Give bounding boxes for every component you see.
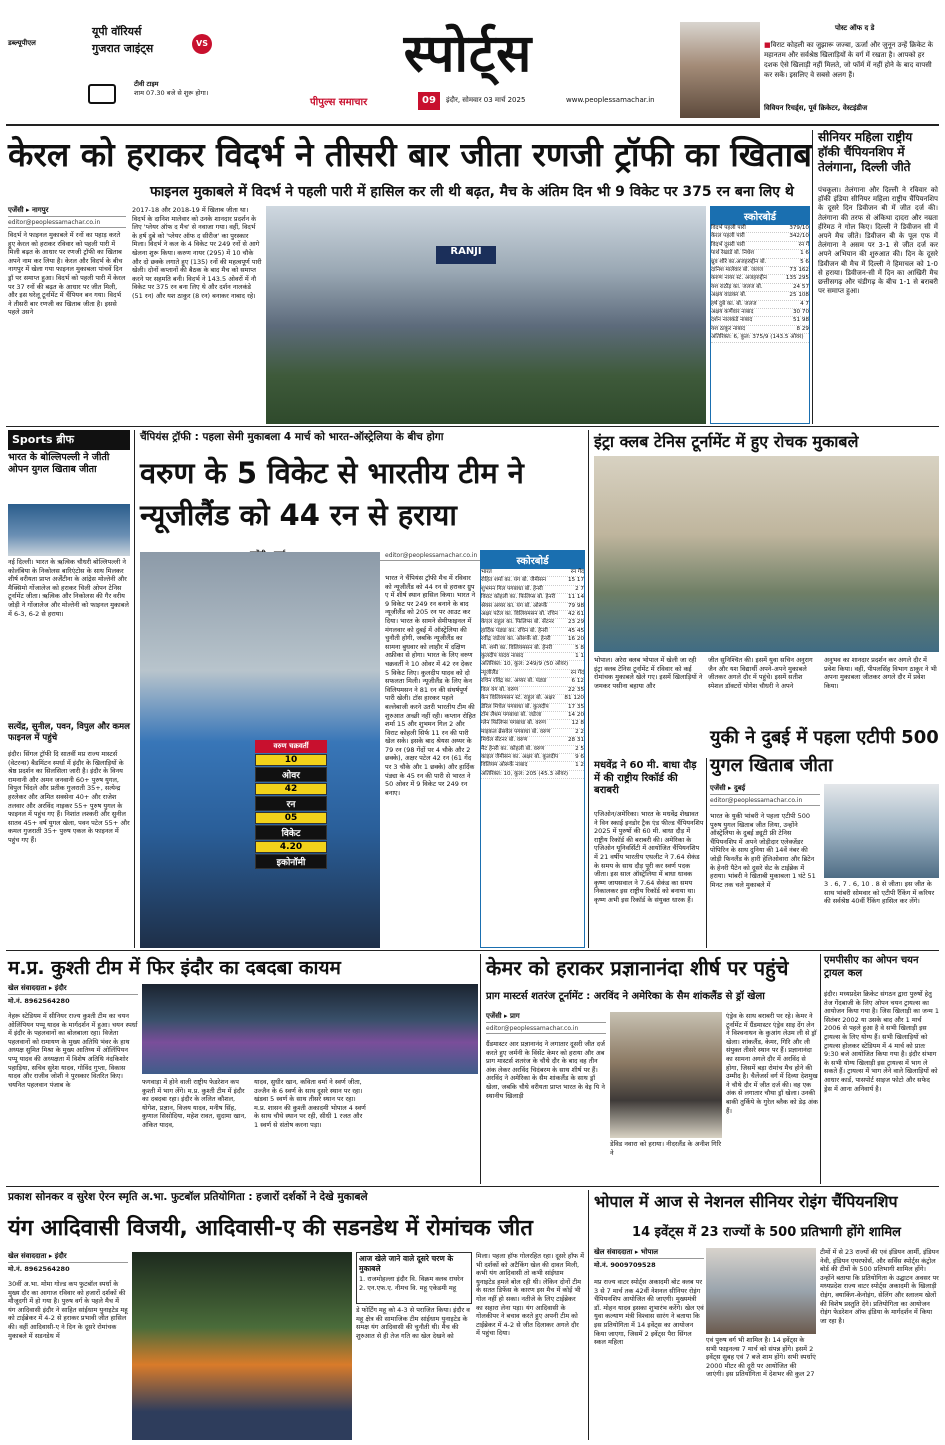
stat-label: ओवर	[255, 767, 327, 782]
scoreboard-player: काइल जैमीसन का. अक्षर बो. कुलदीप	[481, 753, 559, 760]
scoreboard-score: 12 8	[571, 720, 584, 727]
brief-body2: इंदौर। सिंगल ट्रॉफी दि सातवीं मप्र राज्य मास्टर्स (वेटरन्स) बैडमिंटन स्पर्धा में इंदौर के खिलाड़ियों के श्रेष्ठ प्रदर्शन का सिलसिला जारी है। इंदौर के विनय रामनानी और अमन जनवानी 60+ पुरुष युगल, विपुल चिंदले और प्रतीक गुजराती 35+, सत्येन्द्र हरलेकर और अमित सक्सेना 40+ और राजेश तलवार और अरविंद नाइकर 55+ पुरुष युगल के फाइनल में पहुंच गए हैं। निशांत लश्करी और सुनील सातव 45+ वर्ष युगल खेला, पवन पटेल 55+ और कमल गुजराती 35+ पुरुष एकल के फाइनल में पहुंच गए हैं।	[8, 750, 130, 844]
scoreboard-row	[481, 704, 584, 712]
scoreboard-player: अक्षय वाडकर बो.	[711, 292, 747, 299]
scoreboard-row	[481, 695, 584, 703]
scoreboard-player: अतिरिक्त: 10, कुल: 205 (45.3 ओवर)	[481, 770, 569, 777]
scoreboard-player: यश ठाकुर नाबाद	[711, 325, 746, 332]
scoreboard-row	[481, 737, 584, 745]
section-rule	[6, 1186, 939, 1187]
scoreboard-player: रवींद्र जडेजा का. ओरूर्के बो. हेनरी	[481, 636, 551, 643]
rowing-body3: टीमों में से 23 राज्यों की एवं इंडियन आर्मी, इंडियन नेवी, इंडियन एयरफोर्स, और सर्विस स्पोर्ट्स कंट्रोल बोर्ड की टीमों के 500 प्रतिभागी शामिल होंगे। उन्होंने बताया कि प्रतियोगिता के उद्घाटन अवसर पर मध्यप्रदेश राज्य वाटर स्पोर्ट्स अकादमी के खिलाड़ी रोइंग, क्याकिंग-केनोइंग, सेलिंग और स्लालम खेलों की विशेष प्रस्तुति देंगे। प्रतियोगिता का आयोजन रोइंग फेडरेशन ऑफ इंडिया के मार्गदर्शन में किया जा रहा है।	[820, 1248, 939, 1325]
scoreboard-row	[711, 259, 809, 267]
madhvendra-headline: मधवेंद्र ने 60 मी. बाधा दौड़ में की राष्ट्रीय रिकॉर्ड की बराबरी	[594, 760, 697, 796]
scoreboard-player: विदर्भ दूसरी पारी	[711, 241, 745, 248]
wrestling-body: नेहरू स्टेडियम में सीनियर राज्य कुश्ती टीम का चयन ओलिंपियन पप्पू यादव के मार्गदर्शन में हुआ। चयन स्पर्धा में इंदौर के पहलवानों का बोलबाला रहा। विजेता पहलवानों को रामायण के मुख्य अतिथि भंवर के हाथ अध्यक्ष सुमित मिश्रा के मुख्य आतिथ्य में ओलिंपियन पप्पू यादव की अध्यक्षता में विशेष अतिथि नंदकिशोर पहाड़िया, सचिव सुरेश यादव, गोविंद गुप्ता, विकास यादव और राजीव जोशी ने पुरस्कार वितरित किए। चयनित पहलवान पंजाब के	[8, 1012, 138, 1089]
scoreboard-player: माइकल ब्रेसवेल पगबाधा बो. वरुण	[481, 728, 551, 735]
football-photo	[132, 1252, 352, 1440]
col-rule	[706, 758, 707, 948]
scoreboard-row	[711, 301, 809, 309]
section-rule	[6, 950, 939, 951]
col-rule	[588, 430, 589, 948]
scoreboard-score: 28 31	[567, 737, 584, 744]
stat-value: 4.20	[255, 841, 327, 853]
football-body2: डे फोर्टिंग महू को 4-3 से पराजित किया। इंदौर व महू क्षेत्र की सामाजिक टीम सांईधाम युनाइटेड के समक्ष यंग आदिवासी की चुनौती थी। मैच की शुरुआत से ही तेज गति का खेल देखने को	[356, 1306, 470, 1340]
scoreboard-player: दानिश मालेवार बो. जलज	[711, 267, 764, 274]
scoreboard-player: मैट हेनरी का. कोहली बो. वरुण	[481, 745, 545, 752]
scoreboard-player: अतिरिक्त: 6, कुल: 375/9 (143.5 ओवर)	[711, 334, 804, 341]
col-rule	[812, 130, 813, 424]
scoreboard-player: केन विलियमसन स्टं. राहुल बो. अक्षर	[481, 695, 555, 702]
scoreboard-score: 2 5	[575, 745, 584, 752]
champions-headline: वरुण के 5 विकेट से भारतीय टीम ने न्यूजीलैंड को 44 रन से हराया	[140, 456, 524, 532]
page-number: 09	[418, 92, 440, 110]
scoreboard-score: 379/10	[789, 225, 809, 231]
scoreboard-score: 79 98	[567, 602, 584, 609]
hockey-headline: सीनियर महिला राष्ट्रीय हॉकी चैंपियनशिप में तेलंगाना, दिल्ली जीते	[818, 130, 913, 174]
brief-headline: भारत के बोल्लिपल्ली ने जीती ओपन युगल खिताब जीता	[8, 452, 110, 475]
scoreboard-row	[481, 678, 584, 686]
scoreboard-player: अतिरिक्त: 10, कुल: 249/9 (50 ओवर)	[481, 661, 569, 668]
yuki-caption: 3 . 6, 7 . 6, 10 . 8 से जीता। इस जीत के साथ भांबरी सोमवार को एटीपी रैंकिंग में करियर की सर्वश्रेष्ठ 40वीं रैंकिंग हासिल कर लेंगे।	[824, 880, 935, 906]
scoreboard-player: मिचेल सेंटनर बो. वरुण	[481, 737, 528, 744]
ranji-subhead: फाइनल मुकाबले में विदर्भ ने पहली पारी में हासिल कर ली थी बढ़त, मैच के अंतिम दिन भी 9 विकेट पर 375 रन बना लिए थे	[150, 184, 794, 200]
scoreboard-score: 1 2	[575, 762, 584, 769]
scoreboard-row	[481, 594, 584, 602]
fixture-1: 1. राजमोहल्ला इंदौर वि. विक्रम क्लब राघरेन	[359, 1275, 464, 1283]
ranji-team-photo: RANJI	[266, 206, 706, 424]
yuki-byline: एजेंसी ▸ दुबई editor@peoplessamachar.co.in	[710, 784, 820, 810]
champions-kicker: चैंपियंस ट्रॉफी : पहला सेमी मुकाबला 4 मार्च को भारत-ऑस्ट्रेलिया के बीच होगा	[140, 431, 444, 443]
vs-badge: VS	[192, 34, 212, 54]
scoreboard-player: कुलदीप यादव नाबाद	[481, 653, 524, 660]
mpca-body: इंदौर। मध्यप्रदेश क्रिकेट संगठन द्वारा पुरुषों हेतु तेज गेंदबाजी के लिए ओपन चयन ट्रायल्स का आयोजन किया गया है। जिस खिलाड़ी का जन्म 1 सितंबर 2002 या उसके बाद और 1 मार्च 2006 से पहले हुआ है वे सभी खिलाड़ी इस ट्रायल्स के लिए योग्य हैं। सभी खिलाड़ियों को ट्रायल्स होलकर स्टेडियम में 4 मार्च को प्रातः 9:30 बजे आयोजित किया गया है। इंदौर संभाग के सभी योग्य खिलाड़ी इस ट्रायल्स में भाग ले सकते हैं। ट्रायल्स में भाग लेने वाले खिलाड़ियों को आधार कार्ड, पासपोर्ट साइज फोटो और सफेद ड्रेस में आना अनिवार्य है।	[824, 990, 939, 1093]
rowing-body: मप्र राज्य वाटर स्पोर्ट्स अकादमी बोट क्लब पर 3 से 7 मार्च तक 42वीं नेशनल सीनियर रोइंग चैंपियनशिप आयोजित की जाएगी। मुख्यमंत्री डॉ. मोहन यादव इसका शुभारंभ करेंगे। खेल एवं युवा कल्याण मंत्री विश्वास सारंग ने बताया कि इस प्रतियोगिता में 14 इवेंट्स का आयोजन किया जाएगा, जिसमें 2 इवेंट्स पैरा सिंगल स्कल महिला	[594, 1278, 704, 1347]
scoreboard-row	[711, 275, 809, 283]
wrestling-headline: म.प्र. कुश्ती टीम में फिर इंदौर का दबदबा कायम	[8, 957, 341, 979]
scoreboard-player: श्रेयस अय्यर का. यंग बो. ओरूर्के	[481, 602, 548, 609]
scoreboard-row	[481, 628, 584, 636]
scoreboard-score: 5 8	[575, 644, 584, 651]
scoreboard-player: टॉम लैथम पगबाधा बो. जडेजा	[481, 711, 542, 718]
tennis-headline: इंट्रा क्लब टेनिस टूर्नामेंट में हुए रोचक मुकाबले	[594, 432, 859, 451]
scoreboard-score: 2 2	[575, 728, 584, 735]
scoreboard-row	[481, 586, 584, 594]
scoreboard-score: 23 29	[567, 619, 584, 626]
scoreboard-row	[481, 619, 584, 627]
scoreboard-score: 135 295	[785, 275, 809, 282]
scoreboard-row	[481, 720, 584, 728]
tennis-body1: भोपाल। अरेरा क्लब भोपाल में खेली जा रही इंट्रा क्लब टेनिस टूर्नामेंट में रविवार को कई रोमांचक मुकाबले खेले गए। इसमें खिलाड़ियों ने जमकर पसीना बहाया और	[594, 656, 703, 690]
col-rule	[820, 954, 821, 1184]
scoreboard-row	[711, 292, 809, 300]
football-body: 30वीं अ.भा. मोमा गोल्ड कप फुटबॉल स्पर्धा के मुख्य दौर का आगाज रविवार को हजारों दर्शकों की मौजूदगी में हो गया है। पुरुष वर्ग के पहले मैच में यंग आदिवासी इंदौर ने साहित सांईधाम युनाइटेड महू को टाईब्रेकर में 4-2 से हराकर प्रभावी जीत हासिल की। वहीं आदिवासी-ए ने दिन के दूसरे रोमांचक मुकाबले में सडनडेथ में	[8, 1280, 128, 1340]
scoreboard-score: 4 7	[800, 300, 809, 307]
scoreboard-score: 14 20	[567, 711, 584, 718]
ranji-col2: 2017-18 और 2018-19 में खिताब जीता था। विदर्भ के दानिश मालेवार को उनके शानदार प्रदर्शन के लिए 'प्लेयर ऑफ द मैच' से नवाजा गया। वहीं, विदर्भ के हर्ष दुबे को 'प्लेयर ऑफ द सीरीज' का पुरस्कार मिला। विदर्भ ने कल के 4 विकेट पर 249 रनों से आगे खेलना शुरू किया। करुण नायर (295) में 10 चौके और दो छक्के लगाते हुए (135) रनों की महत्वपूर्ण पारी खेली। दोनों कप्तानों की बैठक के बाद मैच को समाप्त करने पर सहमति बनी। विदर्भ ने 143.5 ओवरों में नौ विकेट पर 375 रन बना लिए थे और दर्शन नालकंडे (51 रन) और यश ठाकुर (8 रन) बनाकर नाबाद रहे।	[132, 206, 262, 300]
chess-caption: डेविड नवारा को हराया। नीदरलैंड के अनीश गिरि ने	[610, 1140, 721, 1157]
brief-head2: सत्येंद्र, सुनील, पवन, विपुल और कमल फाइनल में पहुंचे	[8, 722, 130, 743]
scoreboard-player: रचिन रविंद्र का. अय्यर बो. पंड्या	[481, 678, 547, 685]
chess-photo	[610, 1012, 722, 1138]
chess-body: ग्रैंडमास्टर आर प्रज्ञानानंद ने लगातार दूसरी जीत दर्ज करते हुए जर्मनी के विंसेंट केमर को हराया और अब प्राग मास्टर्स शतरंज के चौथे दौर के बाद वह तीन अंक लेकर अरविंद चिदंबरम के साथ शीर्ष पर हैं। अरविंद ने अमेरिका के सैम शांकलैंड के साथ ड्रॉ खेला, जबकि चौथे वरीयता प्राप्त भारत के वेइ यि ने स्थानीय खिलाड़ी	[486, 1040, 605, 1100]
scoreboard-score: 81 120	[564, 695, 584, 702]
col-rule	[134, 430, 135, 948]
scoreboard-score: 8 29	[796, 325, 809, 332]
scoreboard-score: 51 98	[792, 317, 809, 324]
scoreboard-player: विदर्भ पहली पारी	[711, 225, 746, 231]
scoreboard-score: 73 162	[789, 267, 809, 274]
scoreboard-player: विराट कोहली का. फिलिप्स बो. हेनरी	[481, 594, 556, 601]
wrestling-body2: फगवाड़ा में होने वाली राष्ट्रीय फेडरेशन कप कुश्ती में भाग लेंगे। म.प्र. कुश्ती टीम में इंदौर का दबदबा रहा। इंदौर के ललित कौशल, योगेश, प्रज्ञान, विजय यादव, मनीष सिंह, कुणाल सिसोदिया, महेश रावत, सुदामा खान, अंकित यादव,	[142, 1078, 247, 1129]
scoreboard-player: यश राठौड़ का. जलज बो.	[711, 283, 763, 290]
scoreboard-score: 2 7	[575, 585, 584, 592]
scoreboard-score: 45 45	[567, 627, 584, 634]
stat-value: 10	[255, 754, 327, 766]
rowing-headline: भोपाल में आज से नेशनल सीनियर रोइंग चैंपियनशिप	[594, 1192, 898, 1211]
scoreboard-row	[711, 250, 809, 258]
scoreboard-row	[481, 762, 584, 770]
scoreboard-score: 11 14	[567, 594, 584, 601]
scoreboard-score: 30 70	[792, 309, 809, 316]
rowing-photo	[706, 1248, 816, 1334]
scoreboard-player: हर्ष दुबे का. बो. जलज	[711, 300, 757, 307]
yuki-body: भारत के युकी भांबरी ने पहला एटीपी 500 पुरुष युगल खिताब जीत लिया, उन्होंने ऑस्ट्रेलिया के दुबई ड्यूटी फ्री टेनिस चैंपियनशिप में अपने जोड़ीदार एलेक्जेंडर पोपिरिन के साथ दुनिया की 14वें नंबर की जोड़ी फिनलैंड के हारी हेलिओवारा और ब्रिटेन के हेनरी पैटेन को दूसरे सेट के टाईब्रेक में हराया। भांबरी ने खिताबी मुकाबला 1 घंटे 51 मिनट तक चले मुकाबले में	[710, 812, 816, 889]
scoreboard-row	[481, 687, 584, 695]
rowing-byline: खेल संवाददाता ▸ भोपाल मो.नं. 9009709528	[594, 1248, 704, 1274]
col-rule	[588, 1190, 589, 1440]
quote-text: ■विराट कोहली का जुझारू जज्बा, ऊर्जा और जुनून उन्हें क्रिकेट के महानतम और सर्वश्रेष्ठ खिलाड़ियों के वर्ग में रखता है। आपको हर दशक ऐसे खिलाड़ी नहीं मिलते, जो फॉर्म में नहीं होने के बाद वापसी कर सकें। इसलिए वे सबसे अलग हैं।	[764, 41, 934, 79]
page-title: स्पोर्ट्स	[403, 24, 533, 84]
scoreboard-row	[481, 661, 584, 669]
yuki-headline: युकी ने दुबई में पहला एटीपी 500 युगल खिताब जीता	[710, 727, 939, 776]
quote-label: पोस्ट ऑफ द डे	[835, 24, 875, 32]
football-body3: मिला। पहला हॉफ गोलरहित रहा। दूसरे हॉफ में भी दर्शकों को अटैकिंग खेल की दावत मिली, कभी यंग आदिवासी तो कभी सांईधाम युनाइटेड हमले बोल रही थी। लेकिन दोनों टीम के सतत डिफेंस के कारण इस मैच में कोई भी गोल नहीं हो सका। नतीजे के लिए टाईब्रेकर का सहारा लेना पड़ा। यंग आदिवासी के गोलकीपर ने बचाव करते हुए अपनी टीम को टाईब्रेकर में 4-2 से जीत दिलाकर अगले दौर में पहुंचा दिया।	[476, 1252, 585, 1338]
scoreboard-player: विलियम ओरूर्के नाबाद	[481, 762, 528, 769]
rowing-body2: एवं पुरुष वर्ग भी शामिल है। 14 इवेंट्स के सभी फाइनल्स 7 मार्च को संपन्न होंगे। इसमें 2 इवेंट्स सुबह एवं 7 बजे शाम होंगे। सभी स्पर्धाएं 2000 मीटर की दूरी पर आयोजित की जाएंगी। इस प्रतियोगिता में देशभर की कुल 27	[706, 1336, 816, 1379]
match-teams: यूपी वॉरियर्स गुजरात जाइंट्स	[92, 25, 154, 55]
paper-name: पीपुल्स समाचार	[310, 97, 368, 108]
yuki-photo	[824, 784, 939, 878]
richards-photo	[680, 22, 760, 118]
fixtures-box: आज खेले जाने वाले दूसरे चरण के मुकाबले 1. राजमोहल्ला इंदौर वि. विक्रम क्लब राघरेन 2. एन.एफ.ए. नीमच वि. महू एकेडमी महू	[356, 1252, 472, 1304]
tennis-photo	[594, 456, 939, 652]
scoreboard-player: रोहित शर्मा का. यंग बो. जैमीसन	[481, 577, 547, 584]
wpl-label: डब्ल्यूपीएल	[8, 39, 36, 47]
stat-label: इकोनॉमी	[255, 854, 327, 869]
champions-body: भारत ने चैंपियंस ट्रॉफी मैच में रविवार को न्यूजीलैंड को 44 रन से हराकर ग्रुप ए में शीर्ष स्थान हासिल किया। भारत ने 9 विकेट पर 249 रन बनाने के बाद न्यूजीलैंड को 205 रन पर आउट कर दिया। भारत के सामने सेमीफाइनल में मंगलवार को दुबई में ऑस्ट्रेलिया की चुनौती होगी, जबकि न्यूजीलैंड का सामना बुधवार को लाहौर में दक्षिण अफ्रीका से होगा। भारत के लिए वरुण चक्रवर्ती ने 10 ओवर में 42 रन देकर 5 विकेट लिए। कुलदीप यादव को दो सफलता मिली। न्यूजीलैंड के लिए केन विलियमसन ने 81 रन की संघर्षपूर्ण पारी खेली। टॉस हारकर पहले बल्लेबाजी करने उतरी भारतीय टीम की शुरुआत अच्छी नहीं रही। कप्तान रोहित शर्मा 15 और शुभमन गिल 2 और विराट कोहली सिर्फ 11 रन की पारी खेल सके। इसके बाद श्रेयस अय्यर के 79 रन (98 गेंदों पर 4 चौके और 2 छक्के), अक्षर पटेल 42 रन (61 गेंद पर 3 चौके और 1 छक्के) और हार्दिक पंड्या के 45 रन की पारी से भारत ने 50 ओवर में 9 विकेट पर 249 रन बनाए।	[385, 574, 476, 797]
scoreboard-score: 1 6	[800, 250, 809, 257]
scoreboard-row	[711, 334, 809, 342]
madhvendra-body: एजिओन/अमेरिका। भारत के मधवेंद्र शेखावत ने विन स्काई इनडोर ट्रैक एंड फील्ड चैंपियनशिप 2025 में पुरुषों की 60 मी. बाधा दौड़ में राष्ट्रीय रिकॉर्ड की बराबरी की। अमेरिका के एजिओन यूनिवर्सिटी में आयोजित चैंपियनशिप में 21 वर्षीय भारतीय एथलीट ने 7.64 सेकंड के समय के साथ दौड़ पूरी कर स्वर्ण पदक जीता। इस साल ऑस्ट्रेलिया में बाधा धावक कृष्ण जायसवाल ने 7.64 सेकंड का समय निकालकर इस राष्ट्रीय रिकॉर्ड को बनाया था। कृष्ण अभी इस रिकॉर्ड के संयुक्त धारक हैं।	[594, 810, 704, 904]
scoreboard-player: ध्रुव शौरे का.अजहरुद्दीन बो.	[711, 258, 767, 265]
scoreboard-row	[711, 242, 809, 250]
scoreboard-score: 1 1	[575, 653, 584, 660]
scoreboard-player: मो. शमी का. विलियमसन बो. हेनरी	[481, 644, 553, 651]
scoreboard-score: 42 61	[567, 611, 584, 618]
rowing-subhead: 14 इवेंट्स में 23 राज्यों के 500 प्रतिभागी होंगे शामिल	[632, 1225, 901, 1240]
scoreboard-row	[711, 317, 809, 325]
scoreboard-score: रन गेंद	[570, 569, 584, 575]
scoreboard-score: रन गें	[798, 241, 809, 248]
wrestling-photo	[142, 984, 478, 1074]
scoreboard-row	[481, 577, 584, 585]
scoreboard-row	[711, 233, 809, 241]
tv-time: टीवी टाइम शाम 07.30 बजे से शुरू होगा।	[134, 80, 209, 97]
scoreboard-score: 25 108	[789, 292, 809, 299]
scoreboard-score: 17 35	[567, 703, 584, 710]
stat-value: 42	[255, 783, 327, 795]
chess-kicker: प्राग मास्टर्स शतरंज टूर्नामेंट : अरविंद ने अमेरिका के सैम शांकलैंड से ड्रॉ खेला	[486, 991, 765, 1002]
scoreboard-player: केरल पहली पारी	[711, 233, 745, 240]
scoreboard-player: न्यूजीलैंड	[481, 669, 499, 676]
ranji-headline: केरल को हराकर विदर्भ ने तीसरी बार जीता रणजी ट्रॉफी का खिताब	[8, 135, 812, 174]
scoreboard-row	[481, 603, 584, 611]
scoreboard-score: 5 6	[800, 258, 809, 265]
brief-body: नई दिल्ली। भारत के ऋत्विक चौधरी बोल्लिपल्ली ने कोलंबिया के निकोलस बारिएंटोस के साथ मिलकर शीर्ष वरीयता प्राप्त अर्जेंटीना के आंद्रेस मोल्तेनी और मैक्सिमो गोंजालेज को हराकर चिली ओपन टेनिस टूर्नामेंट जीता। ऋत्विक और निकोलस की गैर वरीय जोड़ी ने गोंजालेज और मोल्तेनी को फाइनल मुकाबले में 6-3, 6-2 से हराया।	[8, 558, 129, 618]
scoreboard-player: ग्लेन फिलिप्स पगबाधा बो. वरुण	[481, 720, 546, 727]
scoreboard-player: करुण नायर स्टं. अजहरुद्दीन	[711, 275, 767, 282]
scoreboard-row	[481, 729, 584, 737]
wrestling-body3: यादव, सुधीर खान, कविता वर्मा ने स्वर्ण जीता, उज्जैन के 6 स्वर्ण के साथ दूसरे स्थान पर रहा। खंडवा 5 स्वर्ण के साथ तीसरे स्थान पर रहा। म.प्र. शासन की कुश्ती अकादमी भोपाल 4 स्वर्ण के साथ चौथे स्थान पर रही, सीधी 1 रजत और 1 स्वर्ण से संतोष करना पड़ा।	[254, 1078, 366, 1129]
varun-stats: वरुण चक्रवर्ती 10 ओवर 42 रन 05 विकेट 4.20 इकोनॉमी	[255, 740, 327, 860]
tennis-body2: जीत सुनिश्चित की। इसमें युवा सचिन अनुराग जैन और यश विद्यार्थी अपने-अपने मुकाबले जीतकर अगले दौर में पहुंचे। इसमें सतीश स्पेशल डॉक्टरों योगेश चौधरी ने अपने	[708, 656, 813, 690]
scoreboard-player: पार्थ रेखाडे बो. निधेश	[711, 250, 755, 257]
scoreboard-player: भारत	[481, 569, 492, 575]
chess-body2: एंड्रेव के साथ बराबरी पर रहे। केमर ने टूर्नामेंट में ग्रैंडमास्टर एंड्रेव साइ देंग लेन ने विश्वनाथन के कुआंग लेउम ली से ड्रॉ खेला। शांकलैंड, केमर, गिरि और ली संयुक्त तीसरे स्थान पर हैं। प्रज्ञानानंदा का सामना अगले दौर में अरविंद से होगा, जिसमें बड़ा रोमांच मैच होने की उम्मीद है। चैलेंजर्स वर्ग में दिव्या देशमुख ने चौथे दौर में जीत दर्ज की। वह एक अंक से लगातार चौथा ड्रॉ खेला। उनकी बाकी तुर्किये के गुरेल ब्लैक को डेढ़ अंक हैं।	[726, 1012, 818, 1115]
scoreboard-score: 6 12	[571, 678, 584, 685]
wrestling-byline: खेल संवाददाता ▸ इंदौर मो.नं. 8962564280	[8, 984, 138, 1008]
scoreboard-row	[711, 284, 809, 292]
header-rule	[6, 124, 939, 126]
football-headline: यंग आदिवासी विजयी, आदिवासी-ए की सडनडेथ में रोमांचक जीत	[8, 1216, 533, 1241]
scoreboard-score: 9 6	[575, 753, 584, 760]
scoreboard-player: डेरिल मिचेल पगबाधा बो. कुलदीप	[481, 703, 549, 710]
quote-author: विवियन रिचर्ड्स, पूर्व क्रिकेटर, वेस्टइंडीज	[764, 104, 868, 112]
scoreboard-player: केएल राहुल का. फिलिप्स बो. सेंटनर	[481, 619, 555, 626]
mpca-headline: एमपीसीए का ओपन चयन ट्रायल कल	[824, 955, 919, 979]
scoreboard-score: 24 57	[792, 283, 809, 290]
football-kicker: प्रकाश सोनकर व सुरेश ऐरन स्मृति अ.भा. फुटबॉल प्रतियोगिता : हजारों दर्शकों ने देखे मुकाबले	[8, 1191, 368, 1203]
scoreboard-player: विल यंग बो. वरुण	[481, 686, 518, 693]
section-rule	[6, 426, 939, 427]
india-nz-scoreboard: स्कोरबोर्ड भारत रन गेंद रोहित शर्मा का. यंग बो. जैमीसन 15 17 शुभमन गिल पगबाधा बो. हेनरी 2 7 विराट कोहली का. फिलिप्स बो. हेनरी 11 14 श्रेयस अय्यर का. यंग बो. ओरूर्के 79 98 अक्षर पटेल का. विलियमसन बो. रचिन 42 61 केएल राहुल का. फिलिप्स बो. सेंटनर 23 29 हार्दिक पंड्या का. रचिन बो. हेनरी 45 45 रवींद्र जडेजा का. ओरूर्के बो. हेनरी 16 20 मो. शमी का. विलियमसन बो. हेनरी 5 8 कुलदीप यादव नाबाद 1 1 अतिरिक्त: 10, कुल: 249/9 (50 ओवर) न्यूजीलैंड रन गेंद रचिन रविंद्र का. अय्यर बो. पंड्या 6 12 विल यंग बो. वरुण 22 35 केन विलियमसन स्टं. राहुल बो. अक्षर 81 120 डेरिल मिचेल पगबाधा बो. कुलदीप 17 35 टॉम लैथम पगबाधा बो. जडेजा 14 20 ग्लेन फिलिप्स पगबाधा बो. वरुण 12 8 माइकल ब्रेसवेल पगबाधा बो. वरुण 2 2 मिचेल सेंटनर बो. वरुण 28 31 मैट हेनरी का. कोहली बो. वरुण 2 5 काइल जैमीसन का. अक्षर बो. कुलदीप 9 6 विलियम ओरूर्के नाबाद 1 2 अतिरिक्त: 10, कुल: 205 (45.3 ओवर)	[480, 550, 585, 948]
scoreboard-score: 15 17	[567, 577, 584, 584]
stat-value: 05	[255, 812, 327, 824]
scoreboard-player: अक्षय कर्णेवार नाबाद	[711, 309, 754, 316]
stat-label: रन	[255, 796, 327, 811]
scoreboard-row	[481, 636, 584, 644]
scoreboard-score: 16 20	[567, 636, 584, 643]
hockey-body: पंचकूला। तेलंगाना और दिल्ली ने रविवार को हॉकी इंडिया सीनियर महिला राष्ट्रीय चैंपियनशिप के दूसरे दिन डिवीजन बी में जीत दर्ज की। तेलंगाना की तरफ से अंकिथा दादरा और नम्रता हीरेमठ ने गोल किए। दिल्ली ने डिवीजन सी में अपने मैच जीते। डिवीजन बी के पूल एफ में तेलंगाना ने असम पर 3-1 से जीत दर्ज कर अपने अभियान की शुरुआत की। दिन के दूसरे डिवीजन बी मैच में दिल्ली ने हिमाचल को 1-0 से हराया। डिवीजन-सी में दिन का आखिरी मैच छत्तीसगढ़ और चंडीगढ़ के बीच 1-1 से बराबरी पर समाप्त हुआ।	[818, 186, 938, 296]
tennis-body3: अनुभव का शानदार प्रदर्शन कर अगले दौर में प्रवेश किया। वहीं, पीपलसिंह विभाग ठाकुर ने भी अपना मुकाबला जीतकर अगले दौर में प्रवेश किया।	[824, 656, 937, 690]
scoreboard-player: अक्षर पटेल का. विलियमसन बो. रचिन	[481, 611, 558, 618]
scoreboard-player: दर्शन नालकंडे नाबाद	[711, 317, 753, 324]
scoreboard-player: शुभमन गिल पगबाधा बो. हेनरी	[481, 585, 543, 592]
website: www.peoplessamachar.in	[566, 96, 655, 104]
scoreboard-row	[481, 746, 584, 754]
brief-tennis-photo	[8, 504, 130, 556]
fixture-2: 2. एन.एफ.ए. नीमच वि. महू एकेडमी महू	[359, 1283, 457, 1292]
football-byline: खेल संवाददाता ▸ इंदौर मो.नं. 8962564280	[8, 1252, 128, 1276]
champions-email: editor@peoplessamachar.co.in	[385, 552, 478, 559]
ranji-col1: एजेंसी ▸ नागपुर editor@peoplessamachar.co.in विदर्भ ने फाइनल मुकाबले में रनों का पहाड़ करते हुए केरल को हराकर रविवार को पहली पारी में मिली बढ़त के आधार पर रणजी ट्रॉफी का खिताब अपने नाम कर लिया है। केरल और विदर्भ के बीच नागपुर में खेला गया फाइनल मुकाबला पांचवें दिन ड्रॉ पर समाप्त हुआ। विदर्भ को पहली पारी में केरल पर 37 रनों की बढ़त के आधार पर जीत मिली, और इस घरेलू टूर्नामेंट में चैंपियन बन गया। विदर्भ ने तीसरी बार रणजी का खिताब जीता है। इससे पहले उसने	[8, 206, 126, 317]
stat-label: विकेट	[255, 825, 327, 840]
scoreboard-score: 22 35	[567, 686, 584, 693]
tv-icon	[88, 84, 116, 104]
ranji-scoreboard: स्कोरबोर्ड विदर्भ पहली पारी 379/10 केरल पहली पारी 342/10 विदर्भ दूसरी पारी रन गें पार्थ रेखाडे बो. निधेश 1 6 ध्रुव शौरे का.अजहरुद्दीन बो. 5 6 दानिश मालेवार बो. जलज 73 162 करुण नायर स्टं. अजहरुद्दीन 135 295 यश राठौड़ का. जलज बो. 24 57 अक्षय वाडकर बो. 25 108 हर्ष दुबे का. बो. जलज 4 7 अक्षय कर्णेवार नाबाद 30 70 दर्शन नालकंडे नाबाद 51 98 यश ठाकुर नाबाद 8 29 अतिरिक्त: 6, कुल: 375/9 (143.5 ओवर)	[710, 206, 810, 424]
scoreboard-row	[481, 771, 584, 779]
col-rule	[480, 954, 481, 1184]
chess-headline: केमर को हराकर प्रज्ञानानंदा शीर्ष पर पहुंचे	[486, 956, 789, 980]
issue-date: इंदौर, सोमवार 03 मार्च 2025	[446, 96, 526, 104]
sports-brief-logo: Sports ब्रीफ	[8, 430, 130, 450]
scoreboard-player: हार्दिक पंड्या का. रचिन बो. हेनरी	[481, 627, 548, 634]
scoreboard-score: रन गेंद	[570, 669, 584, 676]
scoreboard-row	[481, 645, 584, 653]
scoreboard-score: 342/10	[789, 233, 809, 240]
chess-byline: एजेंसी ▸ प्राग editor@peoplessamachar.co.in	[486, 1012, 606, 1038]
